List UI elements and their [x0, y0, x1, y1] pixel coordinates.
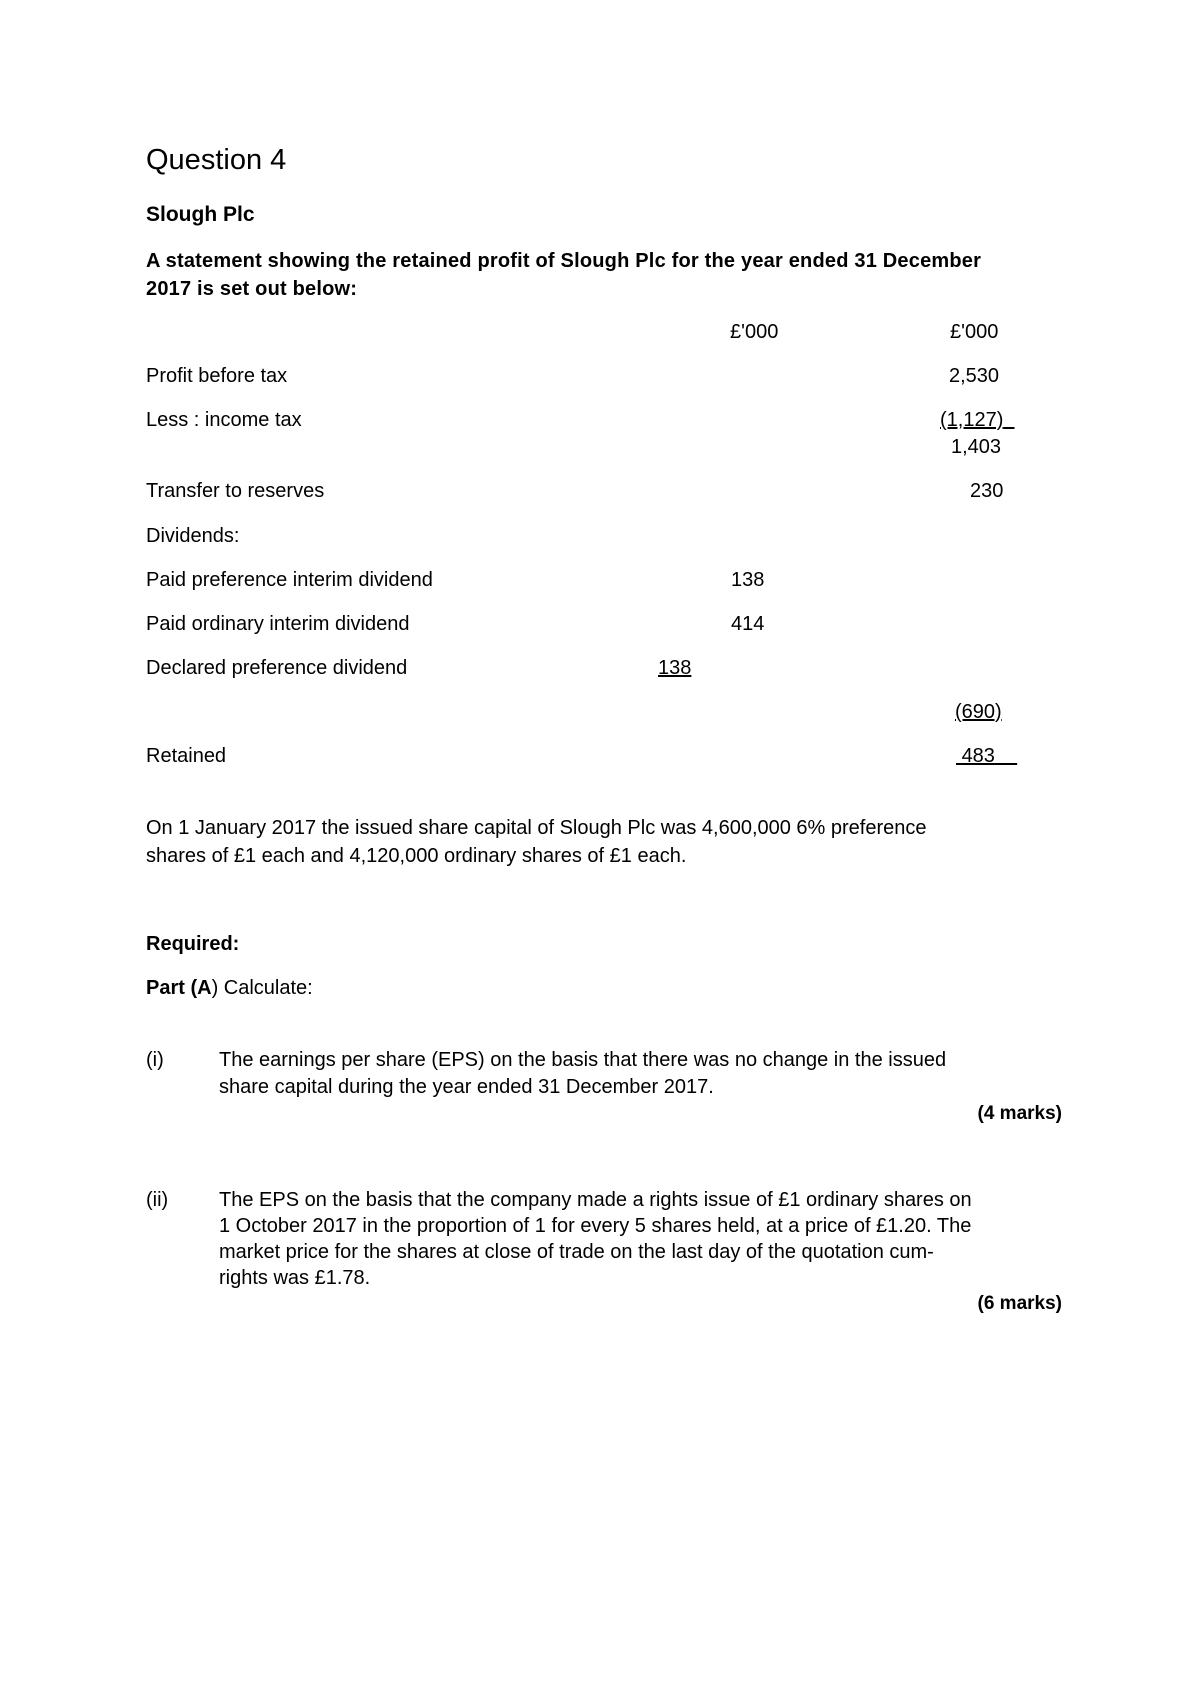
value-profit-before-tax: 2,530: [949, 365, 1000, 387]
item-i-marks: (4 marks): [977, 1103, 1062, 1124]
item-ii-line-2: 1 October 2017 in the proportion of 1 for every 5 shares held, at a price of £1.20. The: [219, 1215, 972, 1237]
value-income-tax: (1,127): [940, 409, 1004, 431]
row-label-paid-ordinary-interim: Paid ordinary interim dividend: [146, 613, 410, 635]
intro-line-2: 2017 is set out below:: [146, 278, 358, 300]
intro-line-1: A statement showing the retained profit of Slough Plc for the year ended 31 December: [146, 250, 982, 272]
item-ii-line-4: rights was £1.78.: [219, 1267, 371, 1289]
row-label-dividends: Dividends:: [146, 525, 240, 547]
row-label-declared-preference: Declared preference dividend: [146, 657, 408, 679]
item-ii-line-3: market price for the shares at close of trade on the last day of the quotation cum-: [219, 1241, 934, 1263]
item-i-line-2: share capital during the year ended 31 December 2017.: [219, 1076, 714, 1098]
item-i-line-1: The earnings per share (EPS) on the basis that there was no change in the issued: [219, 1049, 947, 1071]
company-name: Slough Plc: [146, 203, 255, 226]
row-label-paid-preference-interim: Paid preference interim dividend: [146, 569, 433, 591]
value-paid-ordinary-interim: 414: [731, 613, 765, 635]
item-ii-marks: (6 marks): [977, 1293, 1062, 1314]
value-subtotal: 1,403: [951, 436, 1002, 458]
value-transfer-to-reserves: 230: [970, 480, 1004, 502]
value-declared-preference: 138: [658, 657, 692, 679]
share-capital-line-1: On 1 January 2017 the issued share capital of Slough Plc was 4,600,000 6% preference: [146, 817, 927, 839]
value-paid-preference-interim: 138: [731, 569, 765, 591]
value-retained: 483: [961, 745, 995, 767]
row-label-transfer-to-reserves: Transfer to reserves: [146, 480, 325, 502]
column-header-2: £'000: [950, 321, 999, 343]
row-label-retained: Retained: [146, 745, 227, 767]
row-label-profit-before-tax: Profit before tax: [146, 365, 288, 387]
value-total-dividends: (690): [955, 701, 1002, 723]
required-heading: Required:: [146, 933, 240, 955]
part-a-heading: Part (A) Calculate:: [146, 977, 313, 999]
share-capital-line-2: shares of £1 each and 4,120,000 ordinary shares of £1 each.: [146, 845, 687, 867]
column-header-1: £'000: [730, 321, 779, 343]
item-i-number: (i): [146, 1049, 164, 1071]
question-title: Question 4: [146, 144, 287, 176]
item-ii-line-1: The EPS on the basis that the company made a rights issue of £1 ordinary shares on: [219, 1189, 972, 1211]
item-ii-number: (ii): [146, 1189, 169, 1211]
row-label-income-tax: Less : income tax: [146, 409, 302, 431]
